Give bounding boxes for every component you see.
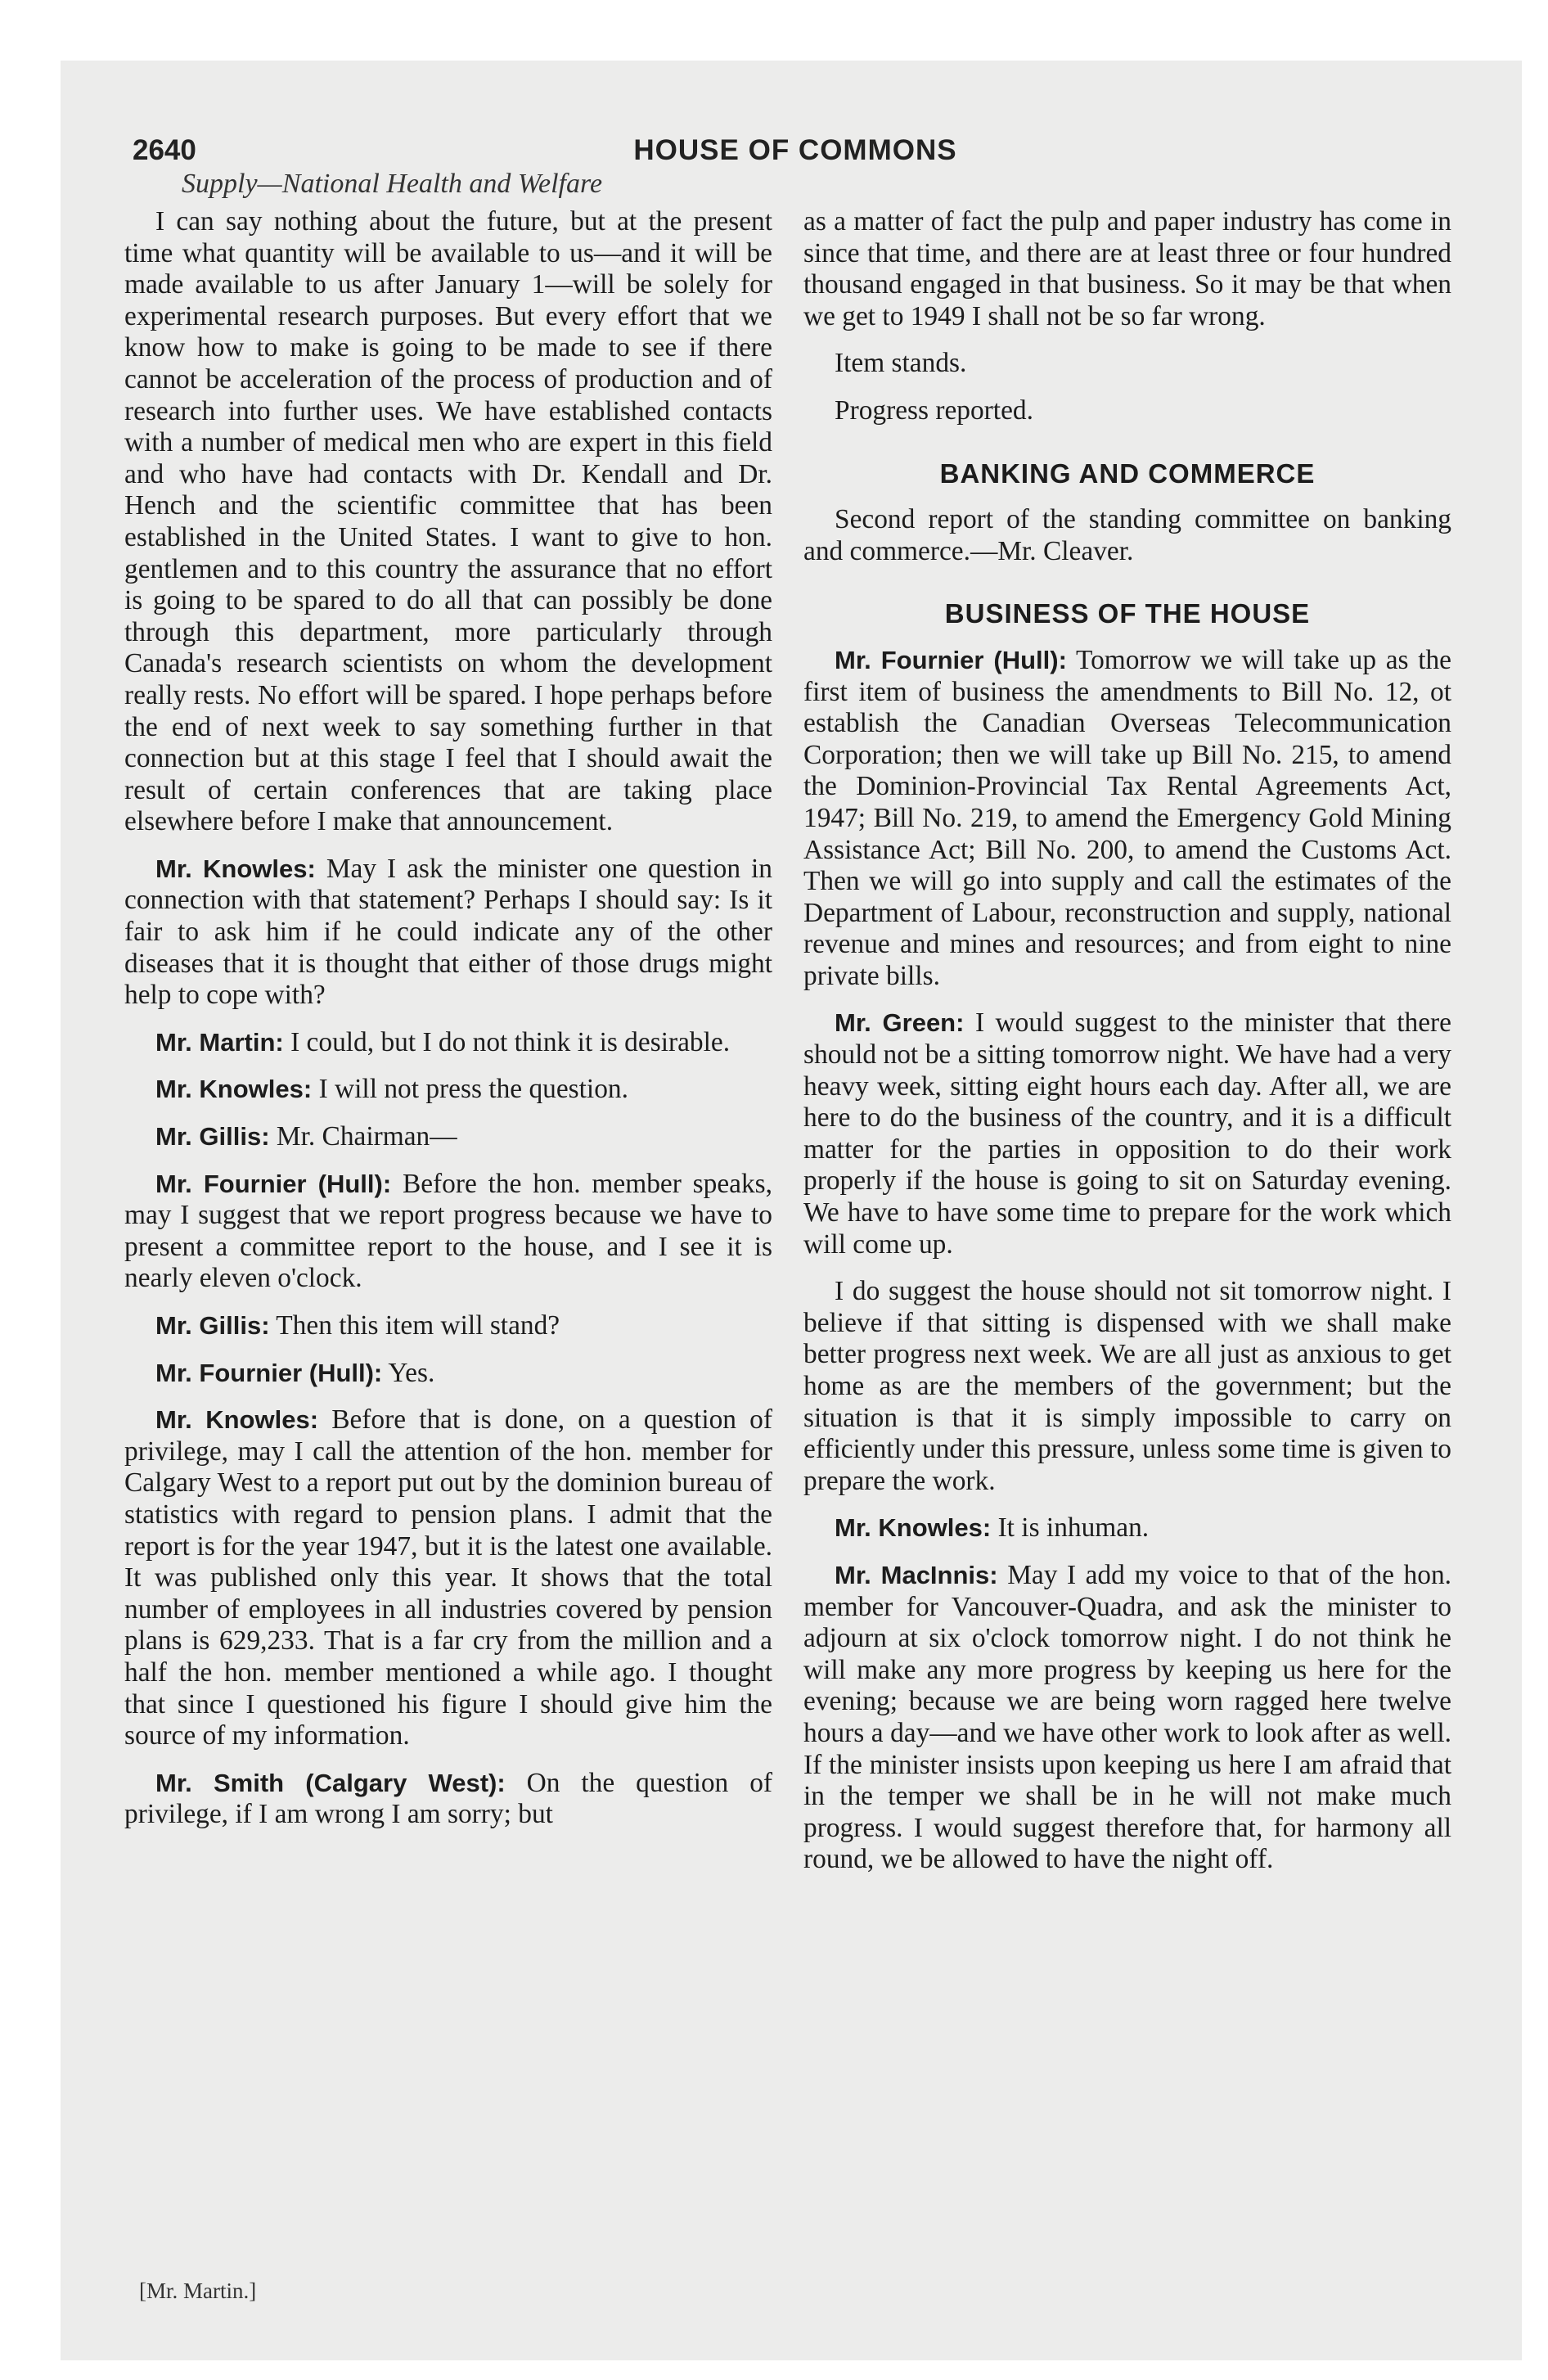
page-number: 2640: [133, 134, 196, 166]
page-footer: [Mr. Martin.]: [139, 2279, 257, 2303]
speaker-name: Mr. Fournier (Hull):: [155, 1169, 392, 1198]
paragraph-text: I would suggest to the minister that there should not be a sitting tomorrow night. We have had a very heavy week, sitting eight hours each day. After all, we are here to do the business of the country, and it is a difficult matter for the parties in opposition to do their work properly if the house is going to sit on Saturday evening. We have to have some time to prepare for the work which will come up.: [803, 1007, 1452, 1260]
paragraph: [803, 395, 1451, 427]
paragraph-text: On the question of privilege, if I am wrong I am sorry; but: [124, 1767, 773, 1830]
paragraph: [124, 206, 772, 838]
paragraph: [803, 1276, 1451, 1497]
paragraph-text: I can say nothing about the future, but at the present time what quantity will be available to us—and it will be made available to us after January 1—will be solely for experimental research purposes. But every effort that we know how to make is going to be made to see if there cannot be acceleration of the process of production and of research into further uses. We have established contacts with a number of medical men who are expert in this field and who have had contacts with Dr. Kendall and Dr. Hench and the scientific committee that has been established in the United States. I want to give to hon. gentlemen and to this country the assurance that no effort is going to be spared to do all that can possibly be done through this department, more particularly through Canada's research scientists on whom the development really rests. No effort will be spared. I hope perhaps before the end of next week to say something further in that connection but at this stage I feel that I should await the result of certain conferences that are taking place elsewhere before I make that announcement.: [124, 206, 772, 837]
section-subhead: Supply—National Health and Welfare: [182, 169, 603, 199]
paragraph: [803, 504, 1451, 567]
paragraph-text: I could, but I do not think it is desirable.: [290, 1026, 731, 1057]
speaker-name: Mr. Gillis:: [155, 1311, 270, 1340]
paragraph-text: I will not press the question.: [318, 1074, 628, 1105]
right-column: [803, 206, 1451, 1891]
speaker-name: Mr. Fournier (Hull):: [835, 645, 1067, 674]
paragraph: [803, 645, 1451, 993]
paragraph-text: Before that is done, on a question of privilege, may I call the attention of the hon. member for Calgary West to a report put out by the dominion bureau of statistics with regard to pension plans. I admit that the report is for the year 1947, but it is the latest one available. It was published only this year. It shows that the total number of employees in all industries covered by pension plans is 629,233. That is a far cry from the million and a half the hon. member mentioned a while ago. I thought that since I questioned his figure I should give him the source of my information.: [124, 1404, 772, 1751]
paragraph-text: Item stands.: [835, 348, 967, 379]
paragraph-text: I do suggest the house should not sit tomorrow night. I believe if that sitting is dispensed with we shall make better progress next week. We are all just as anxious to get home as are the members of the government; but the situation is that it is simply impossible to carry on efficiently under this pressure, unless some time is given to prepare the work.: [803, 1276, 1451, 1496]
paragraph-text: Tomorrow we will take up as the first item of business the amendments to Bill No. 12, ot establish the Canadian Overseas Telecommunication Corporation; then we will take up Bill No. 215, to amend the Dominion-Provincial Tax Rental Agreements Act, 1947; Bill No. 219, to amend the Emergency Gold Mining Assistance Act; Bill No. 200, to amend the Customs Act. Then we will go into supply and call the estimates of the Department of Labour, reconstruction and supply, national revenue and mines and resources; and from eight to nine private bills.: [803, 644, 1451, 991]
speaker-name: Mr. Gillis:: [155, 1122, 270, 1152]
section-heading-business: BUSINESS OF THE HOUSE: [944, 598, 1311, 629]
paragraph-text: May I ask the minister one question in connection with that statement? Perhaps I should say: Is it fair to ask him if he could indicate any of the other diseases that it is thought that either of those drugs might help to cope with?: [124, 853, 773, 1011]
paragraph-text: as a matter of fact the pulp and paper industry has come in since that time, and there are at least three or four hundred thousand engaged in that business. So it may be that when we get to 1949 I shall not be so far wrong.: [803, 206, 1451, 331]
speaker-name: Mr. Smith (Calgary West):: [155, 1768, 506, 1797]
paragraph: [124, 1169, 772, 1295]
section-heading-banking: BANKING AND COMMERCE: [939, 458, 1316, 489]
running-head: HOUSE OF COMMONS: [633, 134, 957, 166]
paragraph-text: Second report of the standing committee on banking and commerce.—Mr. Cleaver.: [803, 504, 1451, 566]
paragraph: [803, 1512, 1451, 1544]
paragraph: [124, 1027, 772, 1059]
paragraph-text: Progress reported.: [835, 394, 1033, 426]
speaker-name: Mr. Fournier (Hull):: [155, 1358, 383, 1387]
paragraph: [803, 206, 1451, 332]
paragraph: [124, 1358, 772, 1390]
speaker-name: Mr. MacInnis:: [835, 1560, 998, 1589]
speaker-name: Mr. Knowles:: [835, 1513, 992, 1543]
paragraph: [803, 1560, 1451, 1876]
paragraph: [124, 1310, 772, 1342]
paragraph: [124, 1768, 772, 1831]
speaker-name: Mr. Green:: [835, 1008, 965, 1038]
paragraph: [803, 348, 1451, 380]
left-column: [124, 206, 772, 1846]
paragraph-text: It is inhuman.: [997, 1512, 1150, 1544]
paragraph: [124, 1074, 772, 1106]
paragraph-text: May I add my voice to that of the hon. member for Vancouver-Quadra, and ask the minister to adjourn at six o'clock tomorrow night. I do not think he will make any more progress by keeping us here for the evening; because we are being worn ragged here twelve hours a day—and we have other work to look after as well. If the minister insists upon keeping us here I am afraid that in the temper we shall be in he will not make much progress. I would suggest therefore that, for harmony all round, we be allowed to have the night off.: [803, 1559, 1451, 1875]
paragraph: [124, 1404, 772, 1752]
paragraph: [124, 854, 772, 1012]
speaker-name: Mr. Martin:: [155, 1027, 284, 1057]
paragraph: [803, 1007, 1451, 1260]
paragraph-text: Mr. Chairman—: [276, 1121, 457, 1152]
speaker-name: Mr. Knowles:: [155, 1075, 313, 1104]
paragraph-text: Before the hon. member speaks, may I suggest that we report progress because we have to present a committee report to the house, and I see it is nearly eleven o'clock.: [124, 1168, 772, 1294]
speaker-name: Mr. Knowles:: [155, 854, 316, 883]
paragraph-text: Then this item will stand?: [276, 1310, 560, 1341]
speaker-name: Mr. Knowles:: [155, 1405, 319, 1435]
paragraph-text: Yes.: [388, 1357, 435, 1388]
paragraph: [124, 1121, 772, 1153]
